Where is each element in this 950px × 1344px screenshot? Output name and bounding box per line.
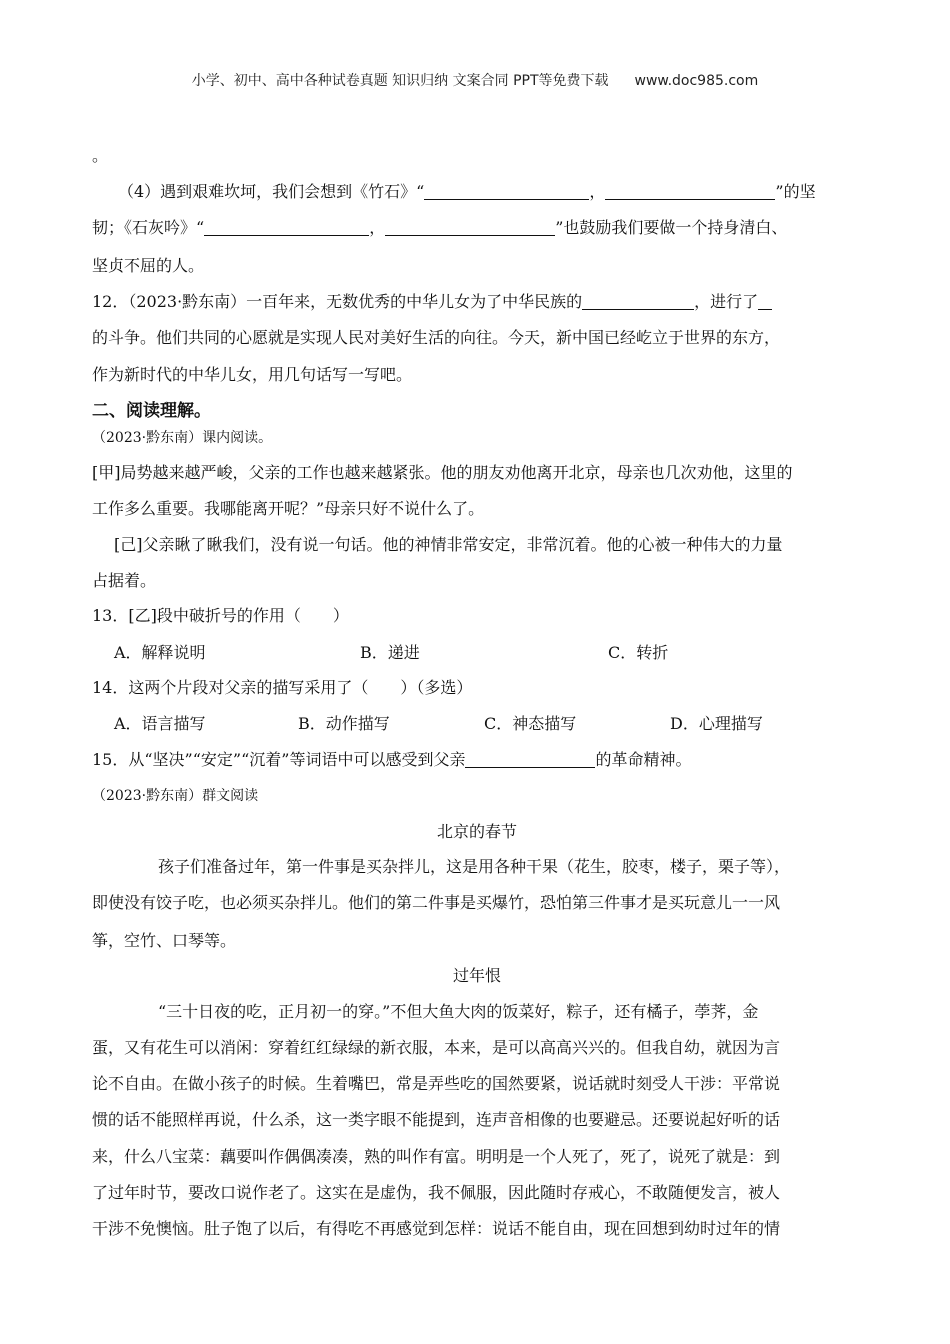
text: ”的坚 bbox=[775, 182, 816, 201]
text: 韧；《石灰吟》“ bbox=[92, 218, 205, 237]
passage-line: 占据着。 bbox=[92, 571, 157, 590]
header-site-link[interactable]: www.doc985.com bbox=[634, 73, 759, 89]
text: 15．从“坚决”“安定”“沉着”等词语中可以感受到父亲 bbox=[92, 750, 466, 769]
article-line: 孩子们准备过年，第一件事是买杂拌儿，这是用各种干果（花生，胶枣，楼子，栗子等）， bbox=[158, 857, 791, 876]
passage-intro: （2023·黔东南）群文阅读 bbox=[92, 788, 259, 804]
text-line: 作为新时代的中华儿女，用几句话写一写吧。 bbox=[92, 365, 413, 384]
q13-option-b[interactable]: B．递进 bbox=[360, 643, 420, 662]
article-line: 蛋，又有花生可以消闲：穿着红红绿绿的新衣服，本来，是可以高高兴兴的。但我自幼，就因为言 bbox=[92, 1038, 781, 1057]
question-11-4-line-2 bbox=[92, 218, 787, 238]
q14-option-a[interactable]: A．语言描写 bbox=[114, 714, 206, 733]
article-line: 来，什么八宝菜：藕要叫作偶偶凑凑，熟的叫作有富。明明是一个人死了，死了，说死了就是：到 bbox=[92, 1147, 781, 1166]
question-14-stem: 14．这两个片段对父亲的描写采用了（ ）（多选） bbox=[92, 678, 473, 697]
section-title: 二、阅读理解。 bbox=[92, 401, 211, 421]
page-header bbox=[0, 70, 950, 90]
passage-line: [己]父亲瞅了瞅我们，没有说一句话。他的神情非常安定，非常沉着。他的心被一种伟大的力量 bbox=[114, 535, 783, 554]
text: 12．（2023·黔东南）一百年来，无数优秀的中华儿女为了中华民族的 bbox=[92, 292, 583, 311]
answer-blank[interactable] bbox=[582, 293, 694, 310]
passage-line: [甲]局势越来越严峻，父亲的工作也越来越紧张。他的朋友劝他离开北京，母亲也几次劝他，这里的 bbox=[92, 463, 793, 482]
answer-blank[interactable] bbox=[465, 751, 595, 768]
question-13-stem: 13．[乙]段中破折号的作用（ ） bbox=[92, 606, 349, 625]
answer-blank[interactable] bbox=[758, 293, 772, 310]
text: ， bbox=[589, 182, 606, 201]
header-text: 小学、初中、高中各种试卷真题 知识归纳 文案合同 PPT等免费下载 bbox=[191, 73, 609, 89]
question-15-stem bbox=[92, 750, 691, 770]
q14-option-d[interactable]: D．心理描写 bbox=[670, 714, 763, 733]
q14-option-c[interactable]: C．神态描写 bbox=[484, 714, 577, 733]
answer-blank[interactable] bbox=[424, 183, 589, 200]
article-line: 论不自由。在做小孩子的时候。生着嘴巴，常是弄些吃的国然要紧，说话就时刻受人干涉：平常说 bbox=[92, 1074, 781, 1093]
article-line: 筝，空竹、口琴等。 bbox=[92, 931, 237, 950]
answer-blank[interactable] bbox=[605, 183, 775, 200]
q13-option-c[interactable]: C．转折 bbox=[608, 643, 669, 662]
answer-blank[interactable] bbox=[385, 219, 555, 236]
text: ”也鼓励我们要做一个持身清白、 bbox=[555, 218, 788, 237]
article-title: 北京的春节 bbox=[436, 822, 517, 841]
passage-intro: （2023·黔东南）课内阅读。 bbox=[92, 430, 273, 446]
text-line: 的斗争。他们共同的心愿就是实现人民对美好生活的向往。今天，新中国已经屹立于世界的东方， bbox=[92, 328, 781, 347]
q14-option-b[interactable]: B．动作描写 bbox=[298, 714, 390, 733]
question-11-4-line-1 bbox=[118, 182, 816, 202]
text: ，进行了 bbox=[694, 292, 759, 311]
article-line: 即使没有饺子吃，也必须买杂拌儿。他们的第二件事是买爆竹，恐怕第三件事才是买玩意儿一一风 bbox=[92, 893, 781, 912]
article-line: 干涉不免懊恼。肚子饱了以后，有得吃不再感觉到怎样：说话不能自由，现在回想到幼时过年的情 bbox=[92, 1219, 781, 1238]
text: （4）遇到艰难坎坷，我们会想到《竹石》“ bbox=[118, 182, 425, 201]
article-line: 了过年时节，要改口说作老了。这实在是虚伪，我不佩服，因此随时存戒心，不敢随便发言，被人 bbox=[92, 1183, 781, 1202]
text: ， bbox=[369, 218, 386, 237]
article-title: 过年恨 bbox=[452, 966, 501, 985]
article-line: “三十日夜的吃，正月初一的穿。”不但大鱼大肉的饭菜好，粽子，还有橘子，荸荠，金 bbox=[158, 1002, 759, 1021]
answer-blank[interactable] bbox=[204, 219, 369, 236]
text: 的革命精神。 bbox=[595, 750, 692, 769]
passage-line: 工作多么重要。我哪能离开呢？”母亲只好不说什么了。 bbox=[92, 499, 485, 518]
text-line: 。 bbox=[92, 146, 109, 165]
question-12-line-1 bbox=[92, 292, 772, 312]
text-line: 坚贞不屈的人。 bbox=[92, 256, 205, 275]
article-line: 惯的话不能照样再说，什么杀，这一类字眼不能提到，连声音相像的也要避忌。还要说起好听的话 bbox=[92, 1110, 781, 1129]
q13-option-a[interactable]: A．解释说明 bbox=[114, 643, 206, 662]
